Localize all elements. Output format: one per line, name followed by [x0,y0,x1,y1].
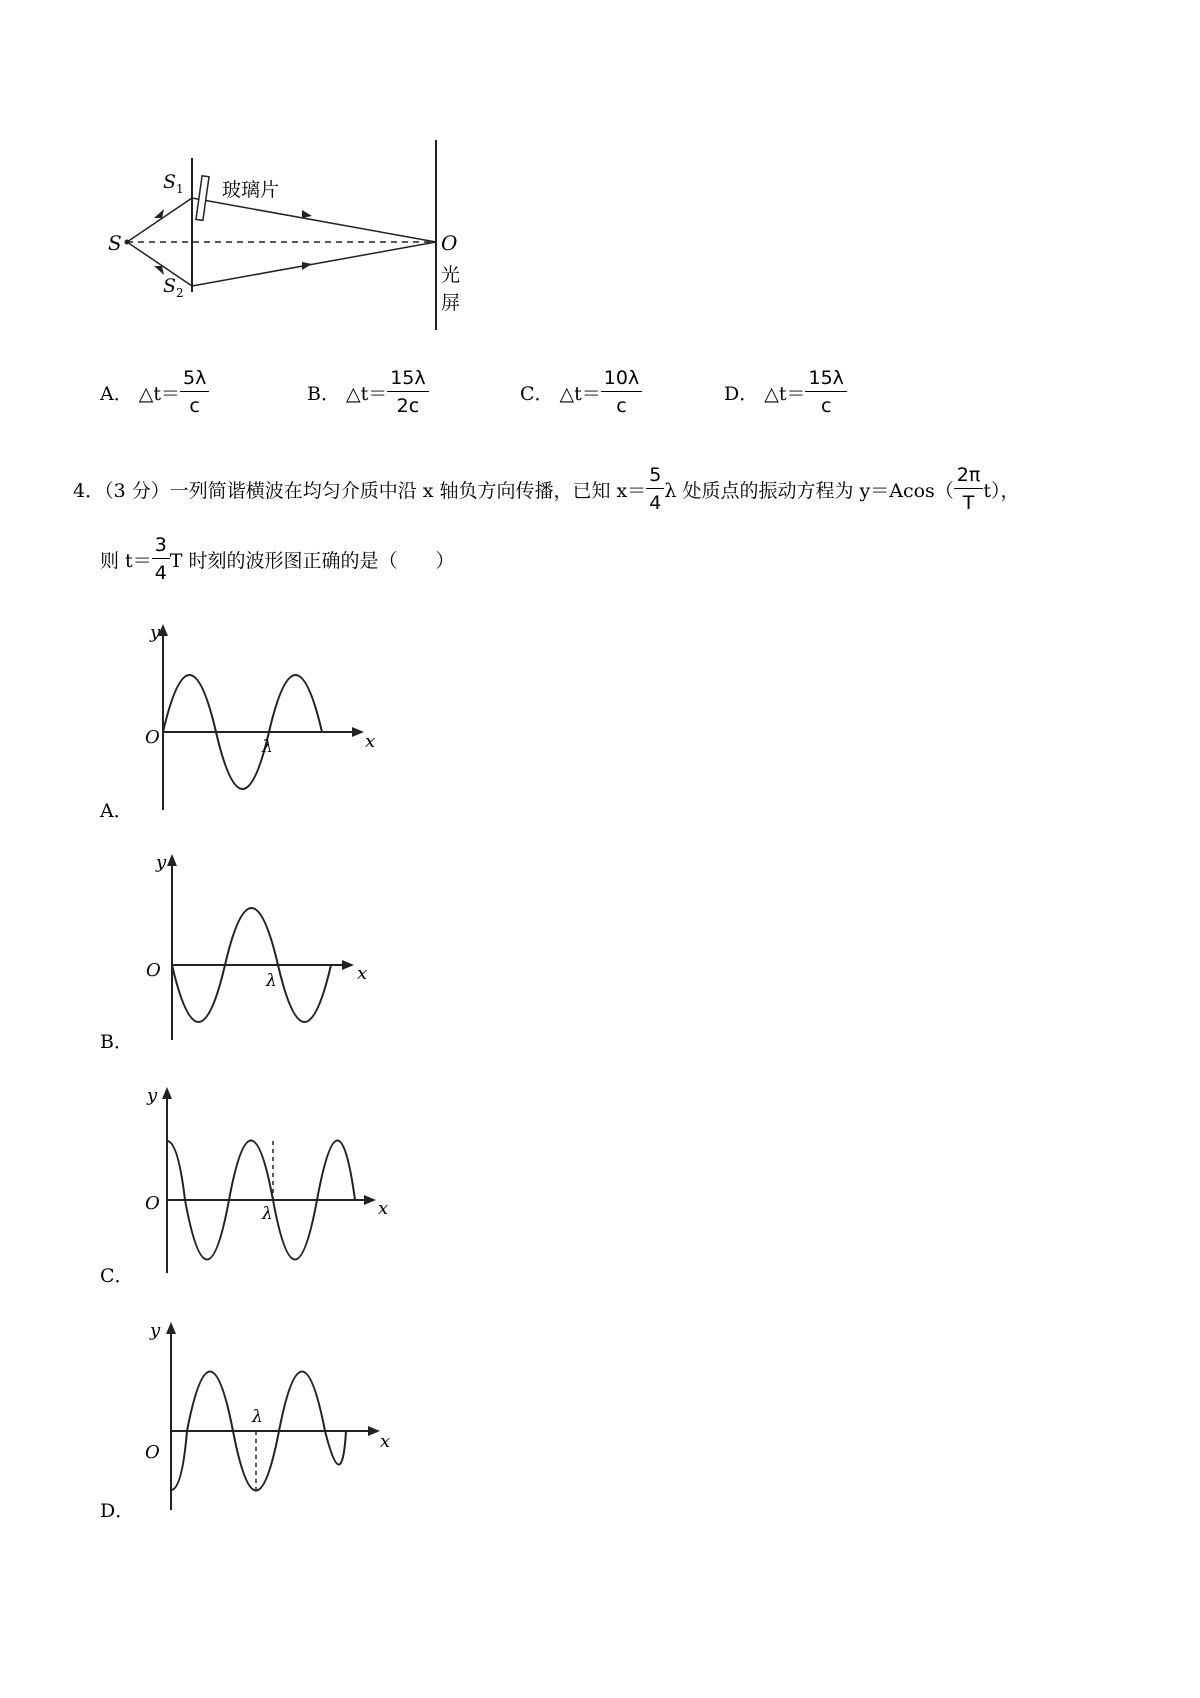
arrow-head [154,266,164,275]
label-screen-2: 屏 [441,292,461,314]
option-letter: C． [520,382,554,405]
x-axis-label: x [380,1431,391,1452]
label-glass: 玻璃片 [222,179,280,201]
label-s1: S [163,171,177,193]
ray-s2-o [192,242,436,286]
wave-graph-d[interactable] [140,1318,400,1518]
origin-label: O [146,960,161,981]
option-fraction: $\frac{10\lambda}{c}$ [601,367,642,417]
arrow-head [302,262,312,270]
q3-option-c[interactable] [520,367,642,417]
y-axis-arrow [167,854,177,866]
label-s2: S [163,275,177,297]
source-point [125,240,130,245]
graph-a-letter: A． [100,800,133,822]
option-fraction: $\frac{15\lambda}{2c}$ [387,367,428,417]
label-s1-sub: 1 [176,182,184,196]
y-axis-label: y [150,1320,161,1341]
q4-text: 4．（3 分）一列简谐横波在均匀介质中沿 x 轴负方向传播，已知 x＝ [73,479,647,502]
q4-fraction: $\frac{5}{4}$ [646,464,664,514]
graph-b-letter: B． [100,1031,133,1053]
option-lhs: △t＝ [345,382,388,405]
x-axis-label: x [378,1198,389,1219]
y-axis-label: y [156,852,167,873]
graph-c-letter: C． [100,1265,134,1287]
y-axis-arrow [166,1322,176,1334]
label-screen-1: 光 [441,264,461,286]
q4-fraction: $\frac{2\pi}{T}$ [954,464,984,514]
arrow-head [154,209,164,218]
q4-stem-line-1 [73,464,1019,514]
q4-stem-line-2 [100,534,455,584]
y-axis-label: y [150,622,161,643]
lambda-label: λ [262,737,273,757]
option-fraction: $\frac{5\lambda}{c}$ [180,367,209,417]
q4-text: t）， [983,479,1020,502]
x-axis-arrow [364,1195,376,1205]
graph-d-letter: D． [100,1500,135,1522]
option-lhs: △t＝ [764,382,806,405]
ray-s1-o [192,198,436,242]
q3-option-a[interactable] [100,367,209,417]
q3-option-d[interactable] [724,367,847,417]
x-axis-arrow [352,727,364,737]
y-axis-arrow [162,1087,172,1099]
option-lhs: △t＝ [138,382,180,405]
lambda-label: λ [262,1204,273,1224]
q4-text: T 时刻的波形图正确的是（ ） [169,549,455,572]
x-axis-label: x [365,731,376,752]
label-s: S [108,231,122,255]
x-axis-arrow [368,1426,380,1436]
ray-s-s1 [127,198,192,242]
option-fraction: $\frac{15\lambda}{c}$ [805,367,846,417]
arrow-head [302,210,312,218]
label-s2-sub: 2 [176,286,184,300]
wave-graph-a[interactable] [140,620,380,820]
lambda-label: λ [266,971,277,991]
label-o: O [441,231,458,255]
glass-plate [196,176,209,221]
x-axis-arrow [342,960,354,970]
lambda-label: λ [252,1407,263,1427]
interference-diagram [0,0,1200,330]
origin-label: O [145,1442,160,1463]
q4-text: 则 t＝ [100,549,152,572]
option-letter: B． [307,382,340,405]
q4-fraction: $\frac{3}{4}$ [152,534,170,584]
option-letter: D． [724,382,759,405]
wave-graph-c[interactable] [140,1083,400,1283]
wave-graph-b[interactable] [140,850,380,1050]
option-lhs: △t＝ [559,382,601,405]
y-axis-label: y [147,1085,158,1106]
option-letter: A． [100,382,133,405]
ray-s-s2 [127,242,192,286]
x-axis-label: x [357,963,368,984]
q3-option-b[interactable] [307,367,429,417]
origin-label: O [145,727,160,748]
origin-label: O [145,1193,160,1214]
q4-text: λ 处质点的振动方程为 y＝Acos（ [664,479,954,502]
